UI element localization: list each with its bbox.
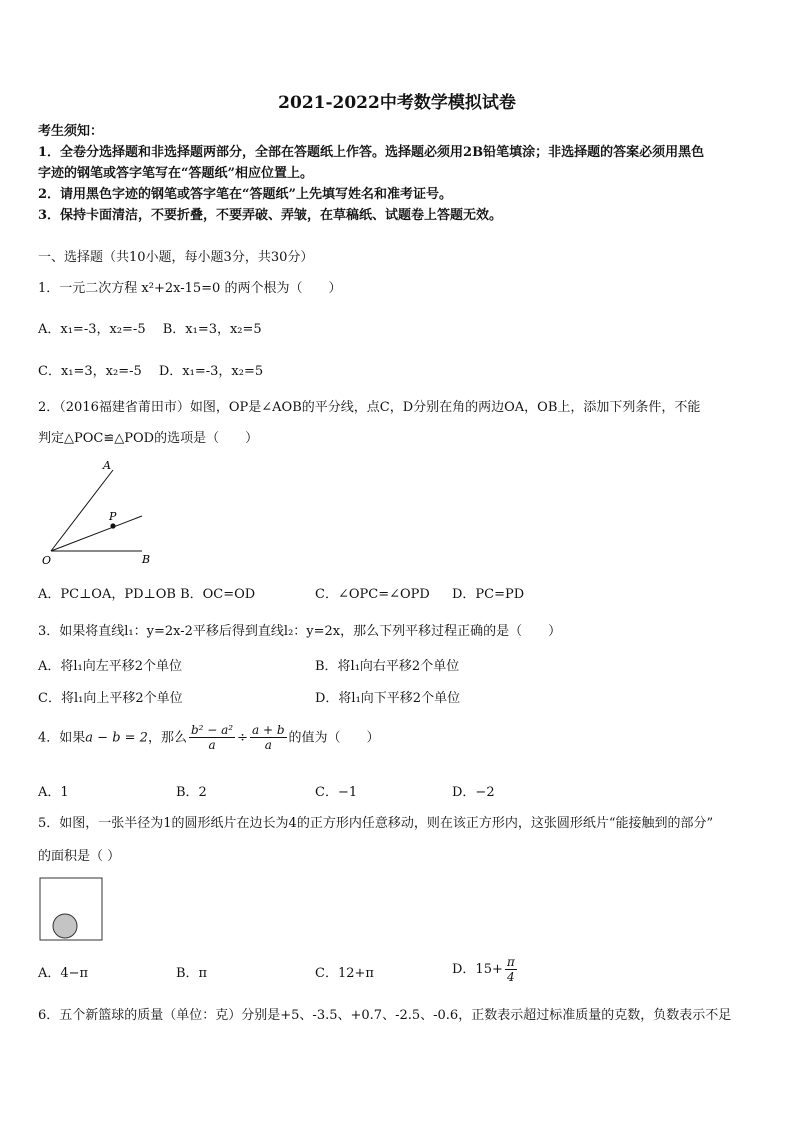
q4-pre: 4．如果 — [38, 730, 86, 746]
q5-d-numerator: π — [506, 955, 515, 969]
q2-stem-line-2: 判定△POC≌△POD的选项是（ ） — [38, 431, 259, 446]
q5-option-d-fraction — [505, 955, 517, 985]
q4-denominator-1: a — [208, 738, 216, 753]
section-heading: 一、选择题（共10小题，每小题3分，共30分） — [38, 250, 314, 265]
q1-options-ab: A．x₁=-3，x₂=-5 B．x₁=3，x₂=5 — [38, 322, 262, 337]
q5-d-denominator: 4 — [506, 970, 515, 985]
label-b: B — [142, 553, 151, 566]
circle-disc — [53, 914, 77, 938]
q4-fraction-1 — [189, 723, 235, 753]
q4-fraction-2 — [250, 723, 287, 753]
q2-options-ab: A．PC⊥OA，PD⊥OB B．OC=OD — [38, 587, 256, 602]
q2-option-c: C．∠OPC=∠OPD — [315, 587, 430, 602]
q3-option-c: C．将l₁向上平移2个单位 — [38, 691, 183, 706]
q4-post: 的值为（ ） — [288, 730, 380, 746]
q3-option-b: B．将l₁向右平移2个单位 — [315, 659, 460, 674]
exam-title: 2021-2022中考数学模拟试卷 — [278, 93, 516, 113]
q4-mid: ，那么 — [147, 730, 187, 746]
q4-numerator-2: a + b — [252, 723, 285, 737]
q5-square-circle-figure — [38, 876, 106, 944]
q2-stem-line-1: 2．（2016福建省莆田市）如图，OP是∠AOB的平分线，点C，D分别在角的两边OA，OB上，添加下列条件，不能 — [38, 400, 701, 415]
notice-line-4: 3．保持卡面清洁，不要折叠，不要弄破、弄皱，在草稿纸、试题卷上答题无效。 — [38, 208, 503, 223]
q4-divide-op: ÷ — [237, 730, 249, 746]
label-a: A — [103, 459, 111, 472]
q4-denominator-2: a — [264, 738, 272, 753]
notice-line-3: 2．请用黑色字迹的钢笔或答字笔在“答题纸”上先填写姓名和准考证号。 — [38, 187, 453, 202]
q4-numerator-1: b² − a² — [190, 723, 234, 737]
q3-option-a: A．将l₁向左平移2个单位 — [38, 659, 183, 674]
q4-condition: a − b = 2 — [85, 730, 148, 746]
q5-option-d — [452, 955, 519, 985]
q5-stem-line-1: 5．如图，一张半径为1的圆形纸片在边长为4的正方形内任意移动，则在该正方形内，这张圆形纸片“能接触到的部分” — [38, 816, 714, 831]
q5-option-b: B．π — [176, 966, 208, 981]
q1-stem: 1．一元二次方程 x²+2x-15=0 的两个根为（ ） — [38, 281, 342, 296]
q5-option-c: C．12+π — [315, 966, 374, 981]
q1-options-cd: C．x₁=3，x₂=-5 D．x₁=-3，x₂=5 — [38, 364, 264, 379]
notice-heading: 考生须知： — [38, 124, 104, 139]
q6-stem: 6．五个新篮球的质量（单位：克）分别是+5、-3.5、+0.7、-2.5、-0.6，正数表示超过标准质量的克数，负数表示不足 — [38, 1008, 732, 1023]
q4-stem — [38, 723, 380, 753]
notice-line-2: 字迹的钢笔或答字笔写在“答题纸”相应位置上。 — [38, 166, 313, 181]
q4-option-d: D．−2 — [452, 785, 495, 800]
q2-angle-figure — [36, 456, 166, 570]
q5-stem-line-2: 的面积是（ ） — [38, 849, 121, 864]
q3-stem: 3．如果将直线l₁：y=2x-2平移后得到直线l₂：y=2x，那么下列平移过程正确的是（ ） — [38, 624, 562, 639]
q2-option-d: D．PC=PD — [452, 587, 525, 602]
q4-option-a: A．1 — [38, 785, 69, 800]
label-p: P — [109, 510, 117, 523]
q4-option-c: C．−1 — [315, 785, 358, 800]
q4-option-b: B．2 — [176, 785, 207, 800]
point-p — [110, 523, 115, 528]
q5-option-a: A．4−π — [38, 966, 89, 981]
notice-line-1: 1．全卷分选择题和非选择题两部分，全部在答题纸上作答。选择题必须用2B铅笔填涂；非选择题的答案必须用黑色 — [38, 145, 705, 160]
q5-option-d-pre: D．15+ — [452, 961, 503, 977]
q3-option-d: D．将l₁向下平移2个单位 — [315, 691, 461, 706]
label-o: O — [42, 554, 52, 567]
